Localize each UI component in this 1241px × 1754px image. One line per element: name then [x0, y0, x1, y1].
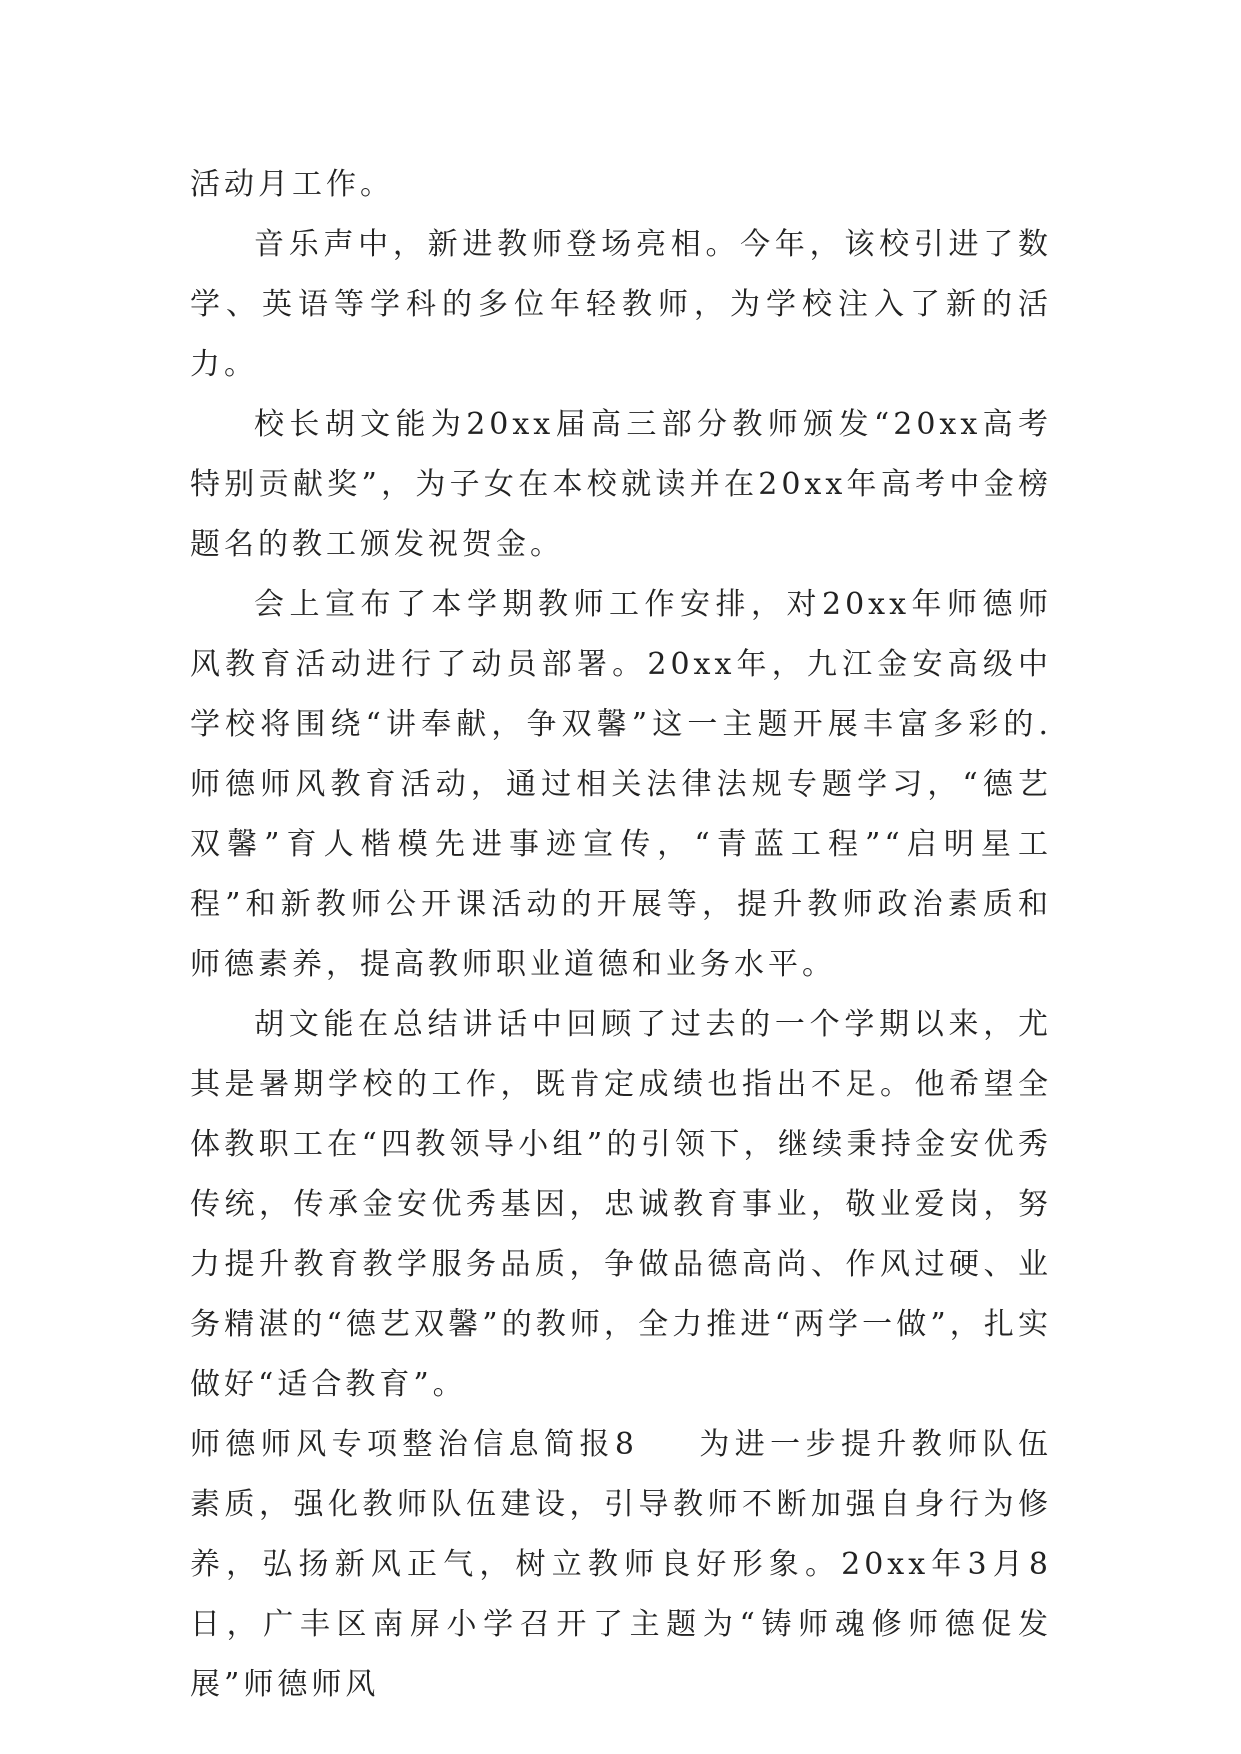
section-heading: 师德师风专项整治信息简报8	[190, 1427, 638, 1462]
paragraph-5: 胡文能在总结讲话中回顾了过去的一个学期以来，尤其是暑期学校的工作，既肯定成绩也指出不足。他希望全体教职工在“四教领导小组”的引领下，继续秉持金安优秀传统，传承金安优秀基因，忠诚教育事业，敬业爱岗，努力提升教育教学服务品质，争做品德高尚、作风过硬、业务精湛的“德艺双馨”的教师，全力推进“两学一做”，扎实做好“适合教育”。	[190, 1007, 1052, 1402]
paragraph-2: 音乐声中，新进教师登场亮相。今年，该校引进了数学、英语等学科的多位年轻教师，为学校注入了新的活力。	[190, 227, 1052, 382]
section-paragraph	[190, 1415, 1052, 1715]
paragraph-4: 会上宣布了本学期教师工作安排，对20xx年师德师风教育活动进行了动员部署。20xx年，九江金安高级中学校将围绕“讲奉献，争双馨”这一主题开展丰富多彩的.师德师风教育活动，通过相关法律法规专题学习，“德艺双馨”育人楷模先进事迹宣传，“青蓝工程”“启明星工程”和新教师公开课活动的开展等，提升教师政治素质和师德素养，提高教师职业道德和业务水平。	[190, 587, 1052, 982]
paragraph-1: 活动月工作。	[190, 167, 394, 202]
paragraph-3: 校长胡文能为20xx届高三部分教师颁发“20xx高考特别贡献奖”，为子女在本校就读并在20xx年高考中金榜题名的教工颁发祝贺金。	[190, 407, 1052, 562]
document-body	[190, 155, 1052, 1715]
section-text: 为进一步提升教师队伍素质，强化教师队伍建设，引导教师不断加强自身行为修养，弘扬新风正气，树立教师良好形象。20xx年3月8日，广丰区南屏小学召开了主题为“铸师魂修师德促发展”师德师风	[190, 1427, 1053, 1702]
